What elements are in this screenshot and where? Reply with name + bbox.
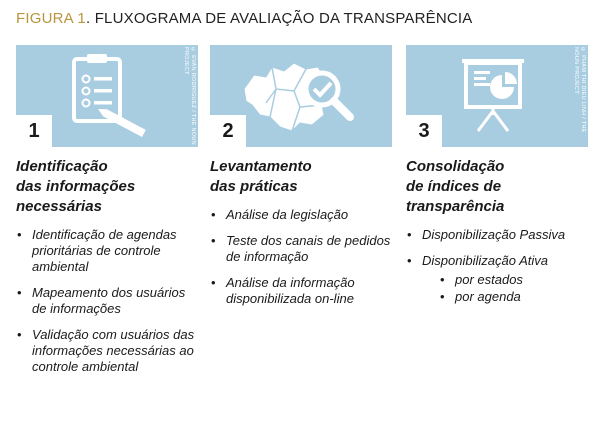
list-item: • Validação com usuários das informações necessárias ao controle ambiental xyxy=(16,327,198,375)
step-panel-3 xyxy=(406,45,588,147)
list-item-with-subitems xyxy=(406,253,588,305)
step-column-1 xyxy=(16,45,198,385)
figure-label: FIGURA 1 xyxy=(16,10,86,27)
sub-list-item: • por estados xyxy=(422,271,588,288)
heading-line: Levantamento xyxy=(210,158,312,175)
step-heading xyxy=(406,157,588,217)
step-number: 1 xyxy=(16,115,52,147)
list-item: • Análise da legislação xyxy=(210,207,392,223)
sub-list-item: • por agenda xyxy=(422,288,588,305)
sub-list xyxy=(422,271,588,305)
list-item: • Análise da informação disponibilizada on-line xyxy=(210,275,392,307)
list-item: • Identificação de agendas prioritárias de controle ambiental xyxy=(16,227,198,275)
step-list xyxy=(16,227,198,375)
list-item: • Mapeamento dos usuários de informações xyxy=(16,285,198,317)
heading-line: das informações xyxy=(16,178,136,195)
list-item: • Disponibilização Passiva xyxy=(406,227,588,243)
step-number: 3 xyxy=(406,115,442,147)
list-item-label: Disponibilização Ativa xyxy=(422,253,548,268)
heading-line: transparência xyxy=(406,198,505,215)
figure-title xyxy=(16,10,473,27)
step-number: 2 xyxy=(210,115,246,147)
step-column-3 xyxy=(406,45,588,315)
heading-line: necessárias xyxy=(16,198,102,215)
list-item: • Teste dos canais de pedidos de informação xyxy=(210,233,392,265)
heading-line: Identificação xyxy=(16,158,108,175)
step-column-2 xyxy=(210,45,392,317)
step-panel-2 xyxy=(210,45,392,147)
step-heading xyxy=(16,157,198,217)
image-credit: © EVAN RODRIGUEZ / THE NOUN PROJECT xyxy=(183,47,196,145)
step-panel-1 xyxy=(16,45,198,147)
step-list xyxy=(210,207,392,307)
heading-line: Consolidação xyxy=(406,158,505,175)
image-credit: © PHAM THI DIEU LINH / THE NOUN PROJECT xyxy=(573,47,586,133)
step-list xyxy=(406,227,588,305)
step-heading xyxy=(210,157,392,197)
figure-title-text: . FLUXOGRAMA DE AVALIAÇÃO DA TRANSPARÊNCIA xyxy=(85,10,473,27)
heading-line: das práticas xyxy=(210,178,298,195)
heading-line: de índices de xyxy=(406,178,502,195)
